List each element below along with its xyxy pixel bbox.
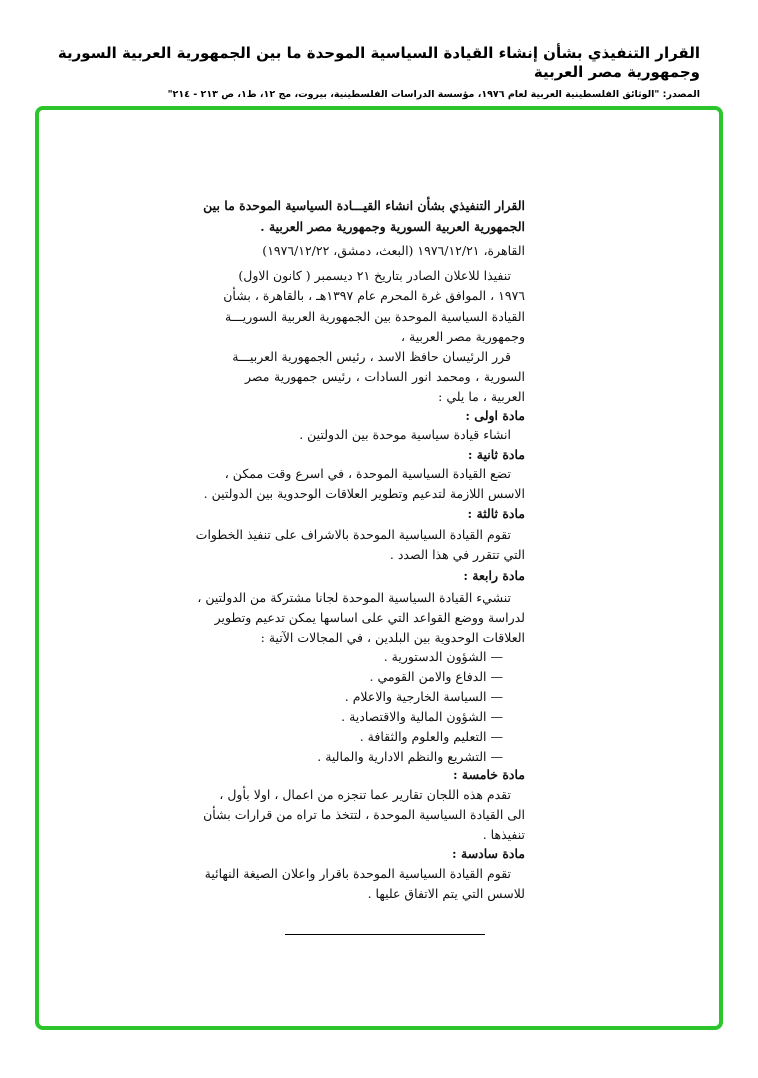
text-line: — التشريع والنظم الادارية والمالية . <box>317 749 503 764</box>
article-heading: مادة رابعة : <box>463 568 525 583</box>
text-line: القاهرة، ١٩٧٦/١٢/٢١ (البعث، دمشق، ١٩٧٦/١٢/٢٢) <box>262 243 525 258</box>
page-header <box>20 44 700 101</box>
page-title: القرار التنفيذي بشأن إنشاء القيادة السياسية الموحدة ما بين الجمهورية العربية السورية وجمهورية مصر العربية <box>57 44 700 81</box>
source-citation: المصدر: "الوثائق الفلسطينية العربية لعام ١٩٧٦، مؤسسة الدراسات الفلسطينية، بيروت، مج ١٢، ط١، ص ٢١٣ - ٢١٤" <box>167 89 700 100</box>
article-heading: القرار التنفيذي بشأن انشاء القيـــادة السياسية الموحدة ما بين <box>203 198 525 213</box>
text-line: تنفيذها . <box>482 827 525 842</box>
text-line: — السياسة الخارجية والاعلام . <box>344 689 503 704</box>
text-line: الى القيادة السياسية الموحدة ، لتتخذ ما تراه من قرارات بشأن <box>203 807 525 822</box>
text-line: وجمهورية مصر العربية ، <box>401 329 525 344</box>
text-line: التي تتقرر في هذا الصدد . <box>389 547 525 562</box>
text-line: — التعليم والعلوم والثقافة . <box>359 729 503 744</box>
text-line: انشاء قيادة سياسية موحدة بين الدولتين . <box>299 427 511 442</box>
text-line: لدراسة ووضع القواعد التي على اساسها يمكن تدعيم وتطوير <box>214 610 525 625</box>
text-line: العلاقات الوحدوية بين البلدين ، في المجالات الآتية : <box>260 630 525 645</box>
text-line: ١٩٧٦ ، الموافق غرة المحرم عام ١٣٩٧هـ ، بالقاهرة ، بشأن <box>223 288 525 303</box>
article-heading: مادة اولى : <box>465 408 525 423</box>
text-line: — الشؤون الدستورية . <box>383 649 503 664</box>
text-line: العربية ، ما يلي : <box>438 389 525 404</box>
text-line: تقدم هذه اللجان تقارير عما تنجزه من اعمال ، اولا بأول ، <box>219 787 511 802</box>
article-heading: مادة خامسة : <box>452 767 525 782</box>
text-line: — الدفاع والامن القومي . <box>369 669 503 684</box>
closing-rule <box>285 934 485 935</box>
article-heading: الجمهورية العربية السورية وجمهورية مصر العربية . <box>260 219 525 234</box>
text-line: تنفيذا للاعلان الصادر بتاريخ ٢١ ديسمبر ( كانون الاول) <box>238 268 511 283</box>
text-line: الاسس اللازمة لتدعيم وتطوير العلاقات الوحدوية بين الدولتين . <box>203 486 525 501</box>
text-line: للاسس التي يتم الاتفاق عليها . <box>367 886 525 901</box>
text-line: تقوم القيادة السياسية الموحدة بالاشراف على تنفيذ الخطوات <box>195 527 511 542</box>
article-heading: مادة ثالثة : <box>467 506 525 521</box>
text-line: تضع القيادة السياسية الموحدة ، في اسرع وقت ممكن ، <box>224 466 511 481</box>
article-heading: مادة ثانية : <box>467 447 525 462</box>
text-line: تنشيء القيادة السياسية الموحدة لجانا مشتركة من الدولتين ، <box>197 590 511 605</box>
text-line: قرر الرئيسان حافظ الاسد ، رئيس الجمهورية العربيـــة <box>232 349 511 364</box>
text-line: القيادة السياسية الموحدة بين الجمهورية العربية السوريـــة <box>225 309 525 324</box>
article-heading: مادة سادسة : <box>452 846 525 861</box>
text-line: — الشؤون المالية والاقتصادية . <box>341 709 503 724</box>
text-line: السورية ، ومحمد انور السادات ، رئيس جمهورية مصر <box>245 369 525 384</box>
text-line: تقوم القيادة السياسية الموحدة باقرار واعلان الصيغة النهائية <box>204 866 511 881</box>
